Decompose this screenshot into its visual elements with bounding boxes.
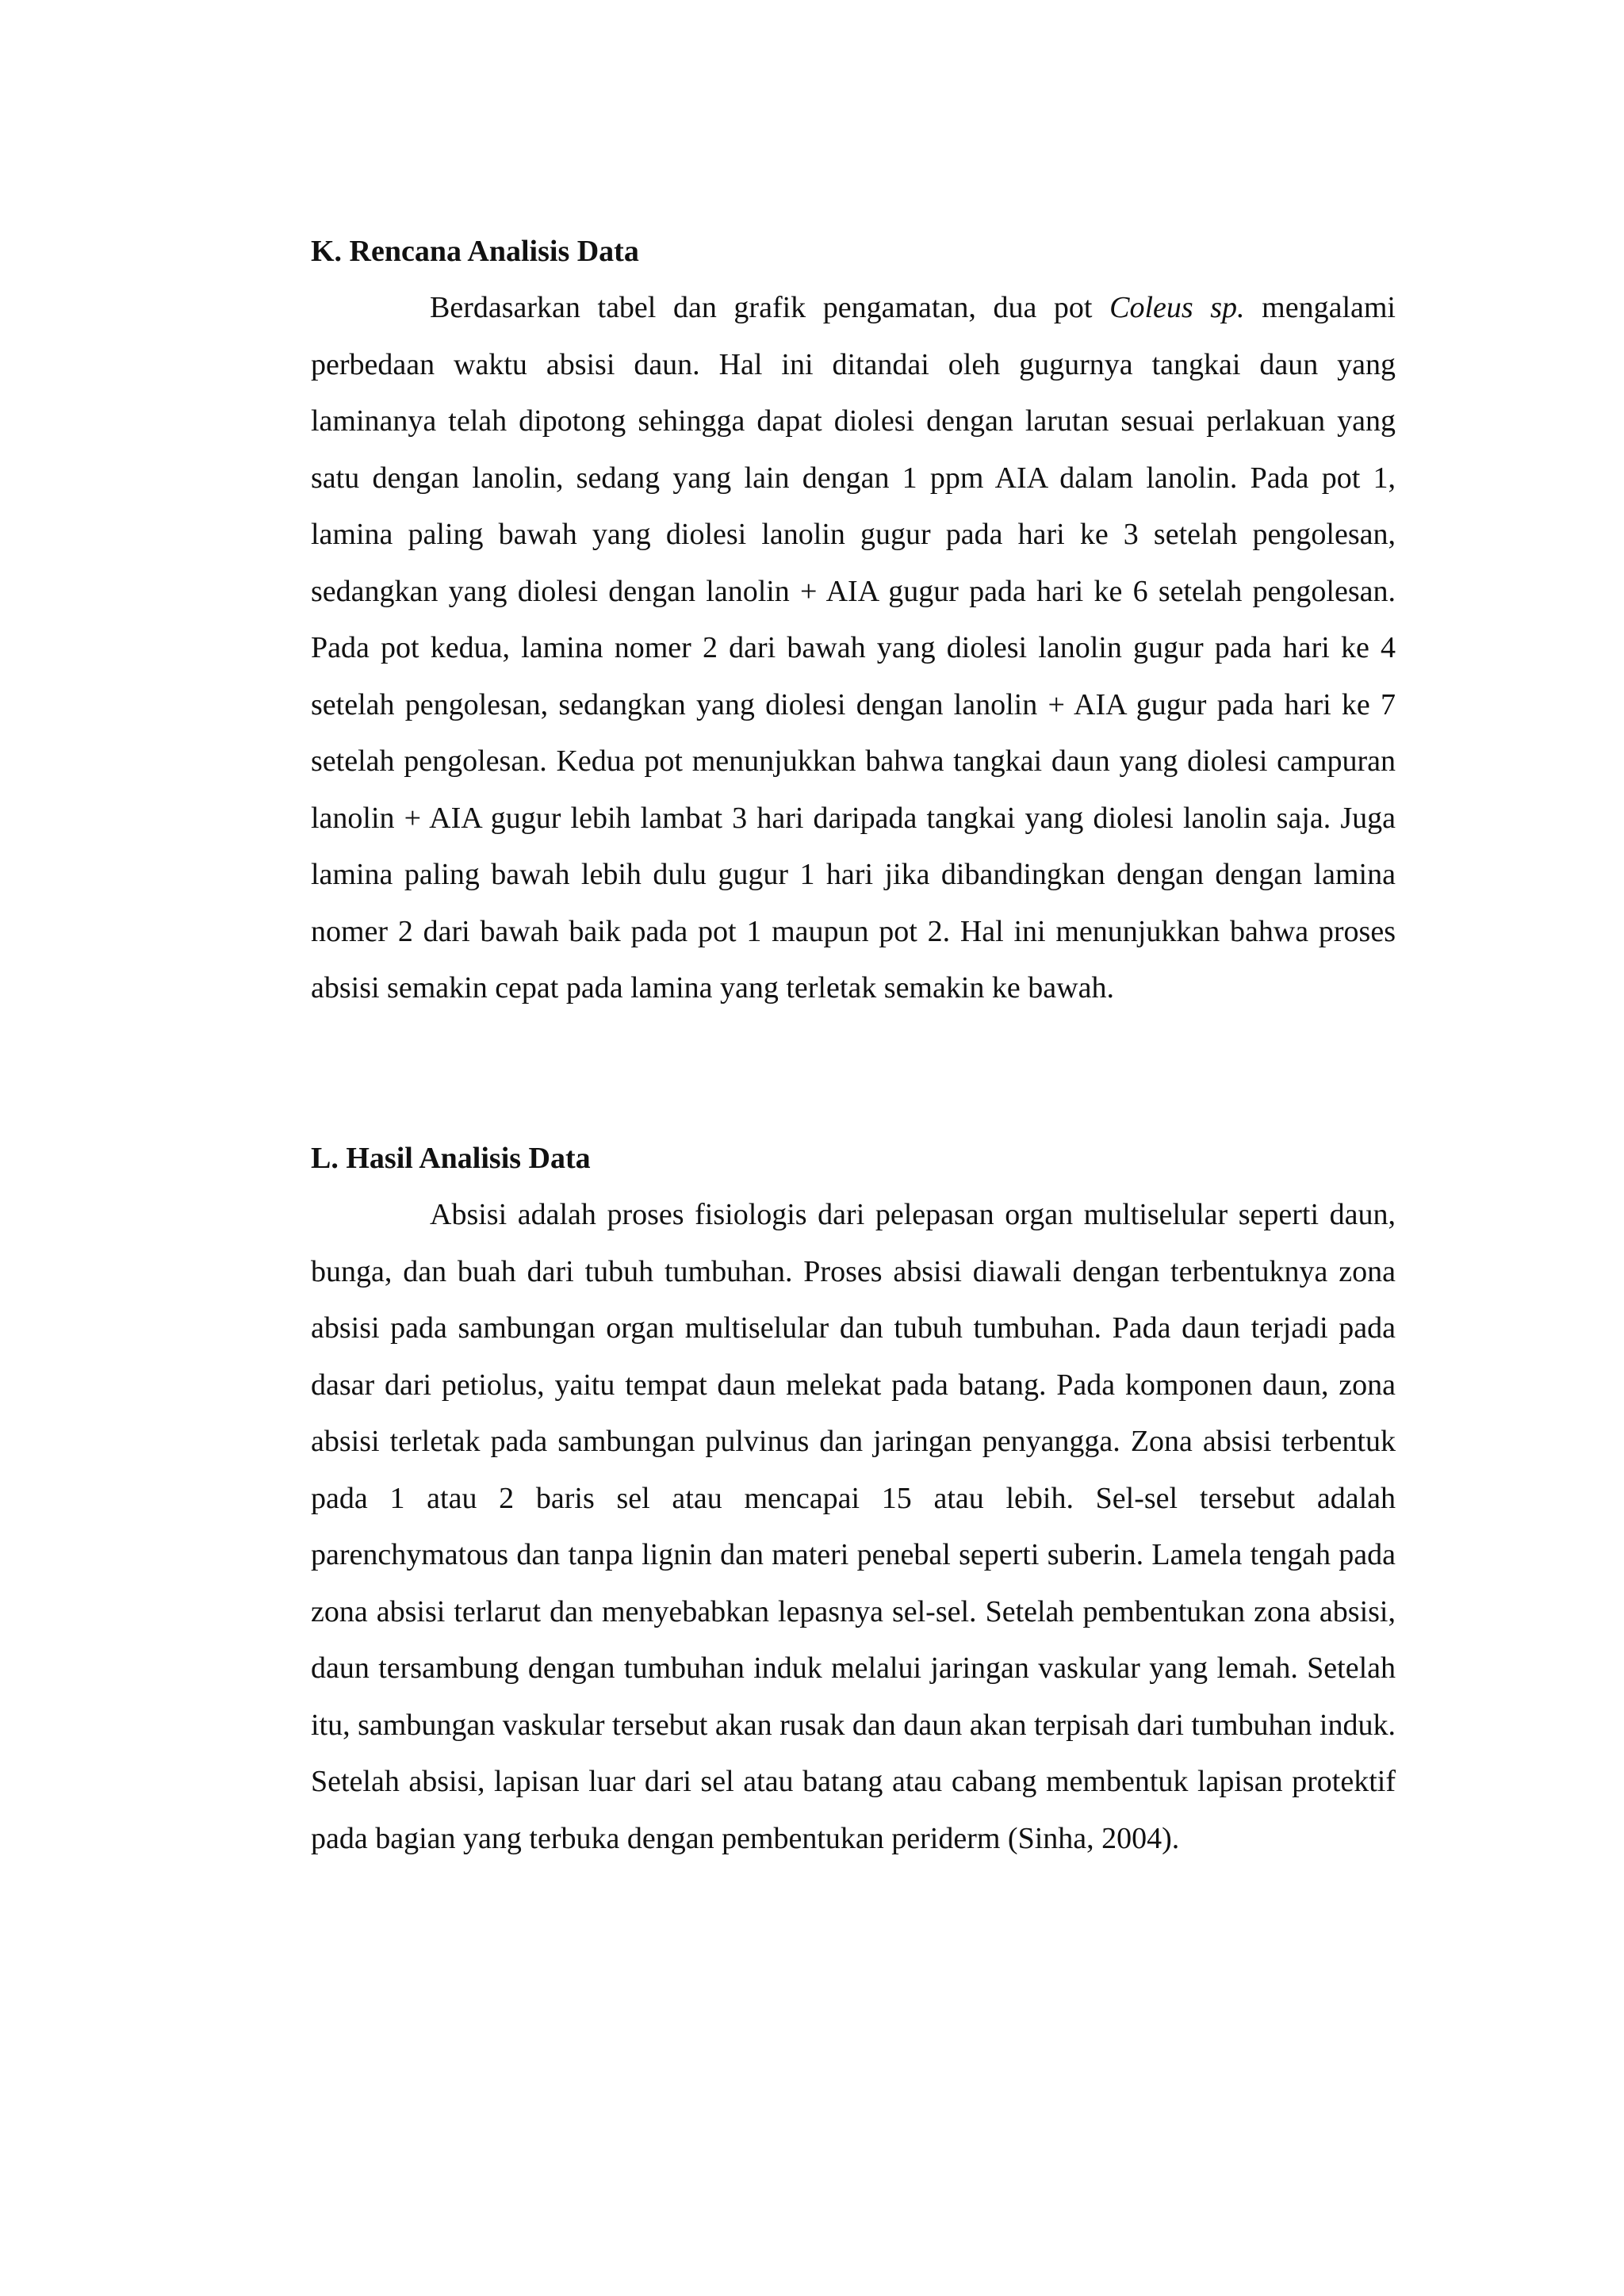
section-paragraph: Absisi adalah proses fisiologis dari pelepasan organ multiselular seperti daun, bunga, dan buah dari tubuh tumbuhan. Proses absisi diawali dengan terbentuknya zona absisi pada sambungan organ multiselular dan tubuh tumbuhan. Pada daun terjadi pada dasar dari petiolus, yaitu tempat daun melekat pada batang. Pada komponen daun, zona absisi terletak pada sambungan pulvinus dan jaringan penyangga. Zona absisi terbentuk pada 1 atau 2 baris sel atau mencapai 15 atau lebih. Sel-sel tersebut adalah parenchymatous dan tanpa lignin dan materi penebal seperti suberin. Lamela tengah pada zona absisi terlarut dan menyebabkan lepasnya sel-sel. Setelah pembentukan zona absisi, daun tersambung dengan tumbuhan induk melalui jaringan vaskular yang lemah. Setelah itu, sambungan vaskular tersebut akan rusak dan daun akan terpisah dari tumbuhan induk. Setelah absisi, lapisan luar dari sel atau batang atau cabang membentuk lapisan protektif pada bagian yang terbuka dengan pembentukan periderm (Sinha, 2004). (311, 1198, 1396, 1855)
section-rencana-analisis-data (311, 224, 1396, 1017)
section-heading: K. Rencana Analisis Data (311, 235, 639, 268)
section-hasil-analisis-data (311, 1131, 1396, 1867)
paragraph-text: mengalami perbedaan waktu absisi daun. Hal ini ditandai oleh gugurnya tangkai daun yang laminanya telah dipotong sehingga dapat diolesi dengan larutan sesuai perlakuan yang satu dengan lanolin, sedang yang lain dengan 1 ppm AIA dalam lanolin. Pada pot 1, lamina paling bawah yang diolesi lanolin gugur pada hari ke 3 setelah pengolesan, sedangkan yang diolesi dengan lanolin + AIA gugur pada hari ke 6 setelah pengolesan. Pada pot kedua, lamina nomer 2 dari bawah yang diolesi lanolin gugur pada hari ke 4 setelah pengolesan, sedangkan yang diolesi dengan lanolin + AIA gugur pada hari ke 7 setelah pengolesan. Kedua pot menunjukkan bahwa tangkai daun yang diolesi campuran lanolin + AIA gugur lebih lambat 3 hari daripada tangkai yang diolesi lanolin saja. Juga lamina paling bawah lebih dulu gugur 1 hari jika dibandingkan dengan dengan lamina nomer 2 dari bawah baik pada pot 1 maupun pot 2. Hal ini menunjukkan bahwa proses absisi semakin cepat pada lamina yang terletak semakin ke bawah. (311, 291, 1396, 1004)
paragraph-text: Berdasarkan tabel dan grafik pengamatan, dua pot (430, 291, 1110, 324)
section-heading: L. Hasil Analisis Data (311, 1142, 591, 1175)
section-paragraph (311, 280, 1396, 1017)
species-name: Coleus sp. (1109, 291, 1245, 324)
